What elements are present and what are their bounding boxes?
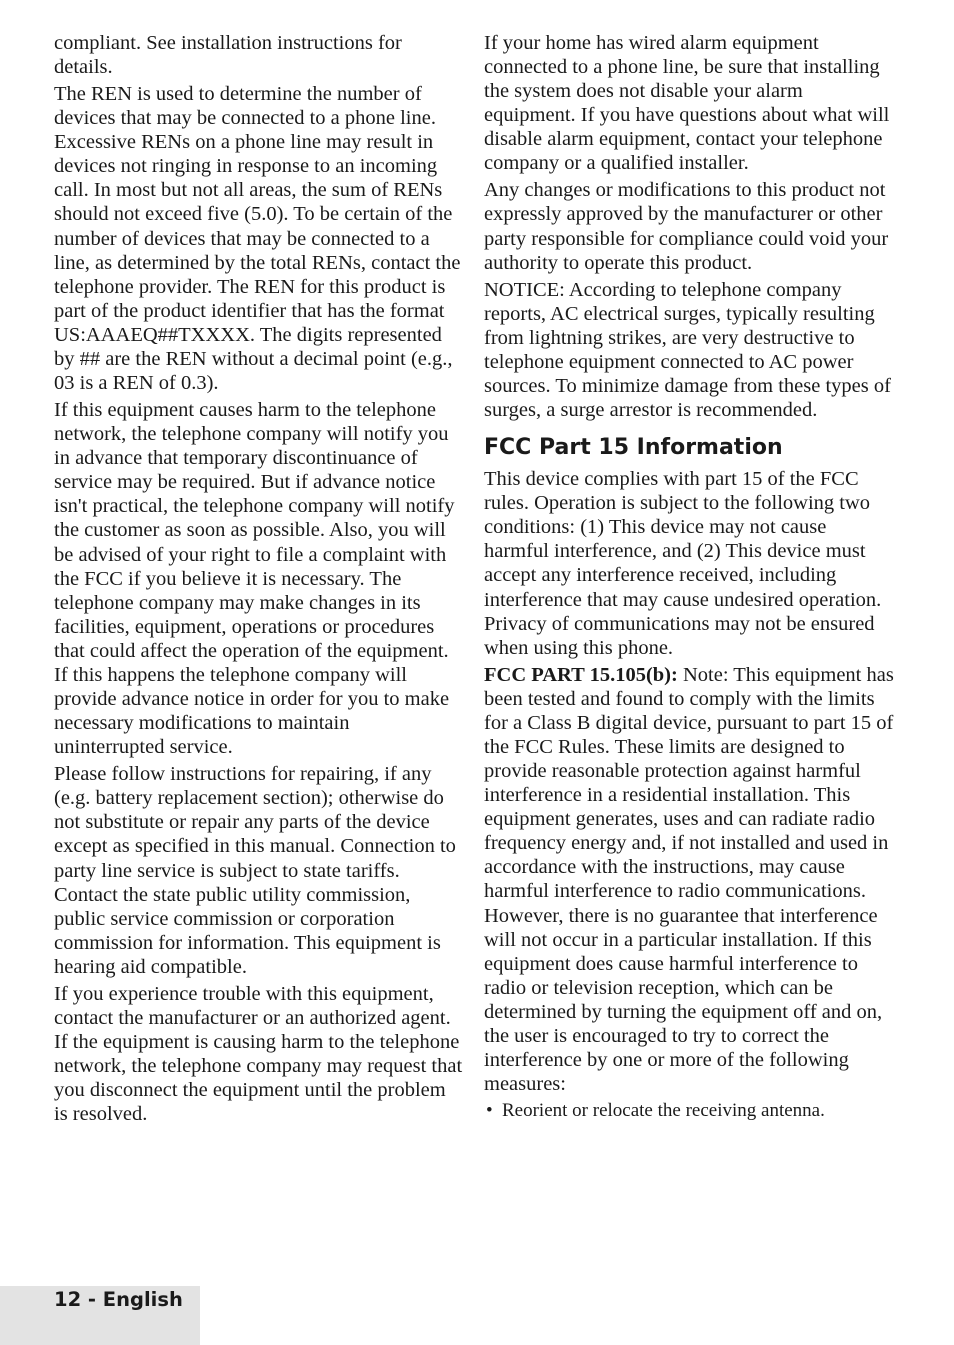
paragraph-fcc-part-15-105b	[484, 663, 896, 1097]
paragraph-repair-instructions: Please follow instructions for repairing, if any (e.g. battery replacement section); otherwise do not substitute or repair any parts of the device except as specified in this manual. Connection to party line service is subject to state tariffs. Contact the state public utility commission, public service commission or corporation commission for information. This equipment is hearing aid compatible.	[54, 763, 456, 978]
bullet-icon: •	[486, 1100, 493, 1122]
paragraph-notice-surges: NOTICE: According to telephone company reports, AC electrical surges, typically resulting from lightning strikes, are very destructive to telephone equipment connected to AC power sources. To minimize damage from these types of surges, a surge arrestor is recommended.	[484, 278, 891, 421]
paragraph-ren: The REN is used to determine the number of devices that may be connected to a phone line. Excessive RENs on a phone line may result in devices not ringing in response to an incoming call. In most but not all areas, the sum of RENs should not exceed five (5.0). To be certain of the number of devices that may be connected to a line, as determined by the total RENs, contact the telephone provider. The REN for this product is part of the product identifier that has the format US:AAAEQ##TXXXX. The digits represented by ## are the REN without a decimal point (e.g., 03 is a REN of 0.3).	[54, 82, 461, 395]
page-footer	[0, 1286, 200, 1345]
list-item	[484, 1099, 896, 1123]
fcc-part-text: Note: This equipment has been tested and found to comply with the limits for a Class B digital device, pursuant to part 15 of the FCC Rules. These limits are designed to provide reasonable protection against harmful interference in a residential installation. This equipment generates, uses and can radiate radio frequency energy and, if not installed and used in accordance with the instructions, may cause harmful interference to radio communications. However, there is no guarantee that interference will not occur in a particular installation. If this equipment does cause harmful interference to radio or television reception, which can be determined by turning the equipment off and on, the user is encouraged to try to correct the interference by one or more of the following measures:	[484, 663, 894, 1096]
paragraph-alarm-equipment: If your home has wired alarm equipment connected to a phone line, be sure that installing the system does not disable your alarm equipment. If you have questions about what will disable alarm equipment, contact your telephone company or a qualified installer.	[484, 32, 890, 175]
paragraph-trouble: If you experience trouble with this equipment, contact the manufacturer or an authorized agent. If the equipment is causing harm to the telephone network, the telephone company may request that you disconnect the equipment until the problem is resolved.	[54, 982, 463, 1126]
paragraph-network-harm: If this equipment causes harm to the telephone network, the telephone company will notify you in advance that temporary discontinuance of service may be required. But if advance notice isn't practical, the telephone company will notify the customer as soon as possible. Also, you will be advised of your right to file a complaint with the FCC if you believe it is necessary. The telephone company may make changes in its facilities, equipment, operations or procedures that could affect the operation of the equipment. If this happens the telephone company will provide advance notice in order for you to make necessary modifications to maintain uninterrupted service.	[54, 399, 455, 759]
paragraph-compliance-continuation: compliant. See installation instructions for details.	[54, 32, 402, 79]
paragraph-fcc-compliance: This device complies with part 15 of the FCC rules. Operation is subject to the following two conditions: (1) This device may not cause harmful interference, and (2) This device must accept any interference received, including interference that may cause undesired operation. Privacy of communications may not be ensured when using this phone.	[484, 468, 882, 659]
measures-list	[484, 1099, 896, 1123]
fcc-part-label: FCC PART 15.105(b):	[484, 663, 678, 686]
section-heading-fcc-part-15: FCC Part 15 Information	[484, 435, 783, 461]
right-column	[484, 31, 896, 1123]
paragraph-modifications: Any changes or modifications to this product not expressly approved by the manufacturer or other party responsible for compliance could void your authority to operate this product.	[484, 179, 889, 274]
list-item-text: Reorient or relocate the receiving antenna.	[502, 1100, 825, 1122]
page-number-label: 12 - English	[54, 1288, 183, 1311]
left-column	[54, 31, 464, 1129]
